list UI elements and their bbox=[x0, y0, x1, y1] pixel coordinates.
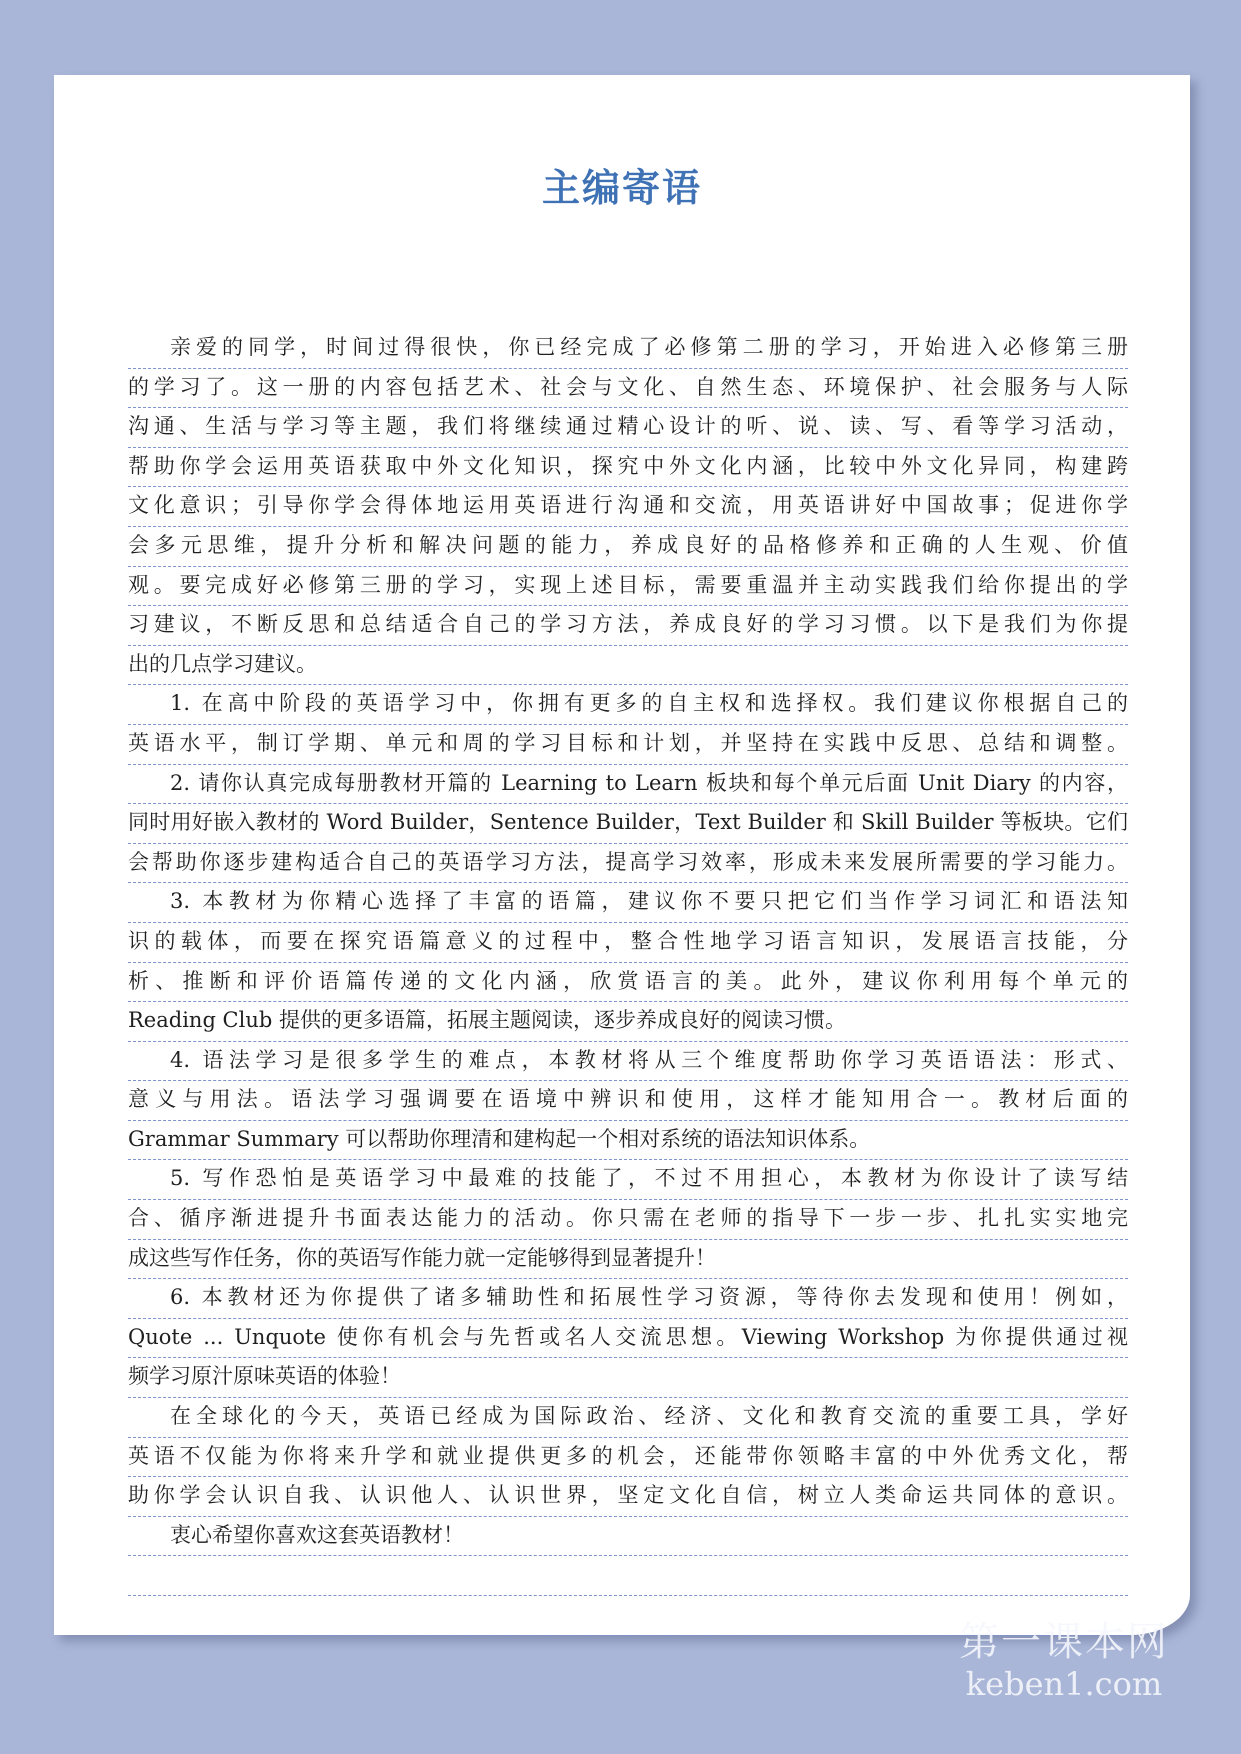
text-line: 合、循序渐进提升书面表达能力的活动。你只需在老师的指导下一步一步、扎扎实实地完 bbox=[128, 1200, 1128, 1240]
text-line: 助你学会认识自我、认识他人、认识世界，坚定文化自信，树立人类命运共同体的意识。 bbox=[128, 1477, 1128, 1517]
text-line: 6. 本教材还为你提供了诸多辅助性和拓展性学习资源，等待你去发现和使用！例如， bbox=[128, 1279, 1128, 1319]
text-line: 3. 本教材为你精心选择了丰富的语篇，建议你不要只把它们当作学习词汇和语法知 bbox=[128, 883, 1128, 923]
text-line: 出的几点学习建议。 bbox=[128, 646, 1128, 686]
blank-ruled-line bbox=[128, 1556, 1128, 1596]
watermark-url: keben1.com bbox=[965, 1665, 1163, 1703]
text-line: 帮助你学会运用英语获取中外文化知识，探究中外文化内涵，比较中外文化异同，构建跨 bbox=[128, 448, 1128, 488]
text-line: 同时用好嵌入教材的 Word Builder，Sentence Builder，Text Builder 和 Skill Builder 等板块。它们 bbox=[128, 804, 1128, 844]
text-line: Reading Club 提供的更多语篇，拓展主题阅读，逐步养成良好的阅读习惯。 bbox=[128, 1002, 1128, 1042]
text-line: 会帮助你逐步建构适合自己的英语学习方法，提高学习效率，形成未来发展所需要的学习能力。 bbox=[128, 844, 1128, 884]
text-line: 1. 在高中阶段的英语学习中，你拥有更多的自主权和选择权。我们建议你根据自己的 bbox=[128, 685, 1128, 725]
text-line: 5. 写作恐怕是英语学习中最难的技能了，不过不用担心，本教材为你设计了读写结 bbox=[128, 1160, 1128, 1200]
page-sheet bbox=[54, 75, 1190, 1635]
text-line: 析、推断和评价语篇传递的文化内涵，欣赏语言的美。此外，建议你利用每个单元的 bbox=[128, 963, 1128, 1003]
text-line: 英语水平，制订学期、单元和周的学习目标和计划，并坚持在实践中反思、总结和调整。 bbox=[128, 725, 1128, 765]
text-line: 成这些写作任务，你的英语写作能力就一定能够得到显著提升！ bbox=[128, 1240, 1128, 1280]
text-line: 观。要完成好必修第三册的学习，实现上述目标，需要重温并主动实践我们给你提出的学 bbox=[128, 567, 1128, 607]
text-line: Quote ... Unquote 使你有机会与先哲或名人交流思想。Viewing Workshop 为你提供通过视 bbox=[128, 1319, 1128, 1359]
text-line: 的学习了。这一册的内容包括艺术、社会与文化、自然生态、环境保护、社会服务与人际 bbox=[128, 369, 1128, 409]
text-line: 识的载体，而要在探究语篇意义的过程中，整合性地学习语言知识，发展语言技能，分 bbox=[128, 923, 1128, 963]
text-line: 2. 请你认真完成每册教材开篇的 Learning to Learn 板块和每个单元后面 Unit Diary 的内容， bbox=[128, 765, 1128, 805]
text-line: 英语不仅能为你将来升学和就业提供更多的机会，还能带你领略丰富的中外优秀文化，帮 bbox=[128, 1438, 1128, 1478]
text-line: 文化意识；引导你学会得体地运用英语进行沟通和交流，用英语讲好中国故事；促进你学 bbox=[128, 487, 1128, 527]
letter-body bbox=[128, 329, 1128, 1636]
watermark-text: 第一课本网 bbox=[959, 1619, 1169, 1665]
text-line: 沟通、生活与学习等主题，我们将继续通过精心设计的听、说、读、写、看等学习活动， bbox=[128, 408, 1128, 448]
text-line: Grammar Summary 可以帮助你理清和建构起一个相对系统的语法知识体系。 bbox=[128, 1121, 1128, 1161]
text-line: 在全球化的今天，英语已经成为国际政治、经济、文化和教育交流的重要工具，学好 bbox=[128, 1398, 1128, 1438]
text-line: 意义与用法。语法学习强调要在语境中辨识和使用，这样才能知用合一。教材后面的 bbox=[128, 1081, 1128, 1121]
text-line: 衷心希望你喜欢这套英语教材！ bbox=[128, 1517, 1128, 1557]
text-line: 习建议，不断反思和总结适合自己的学习方法，养成良好的学习习惯。以下是我们为你提 bbox=[128, 606, 1128, 646]
watermark bbox=[944, 1619, 1184, 1703]
text-line: 亲爱的同学，时间过得很快，你已经完成了必修第二册的学习，开始进入必修第三册 bbox=[128, 329, 1128, 369]
text-line: 会多元思维，提升分析和解决问题的能力，养成良好的品格修养和正确的人生观、价值 bbox=[128, 527, 1128, 567]
text-line: 4. 语法学习是很多学生的难点，本教材将从三个维度帮助你学习英语语法：形式、 bbox=[128, 1042, 1128, 1082]
text-line: 频学习原汁原味英语的体验！ bbox=[128, 1358, 1128, 1398]
page-title: 主编寄语 bbox=[541, 166, 702, 210]
